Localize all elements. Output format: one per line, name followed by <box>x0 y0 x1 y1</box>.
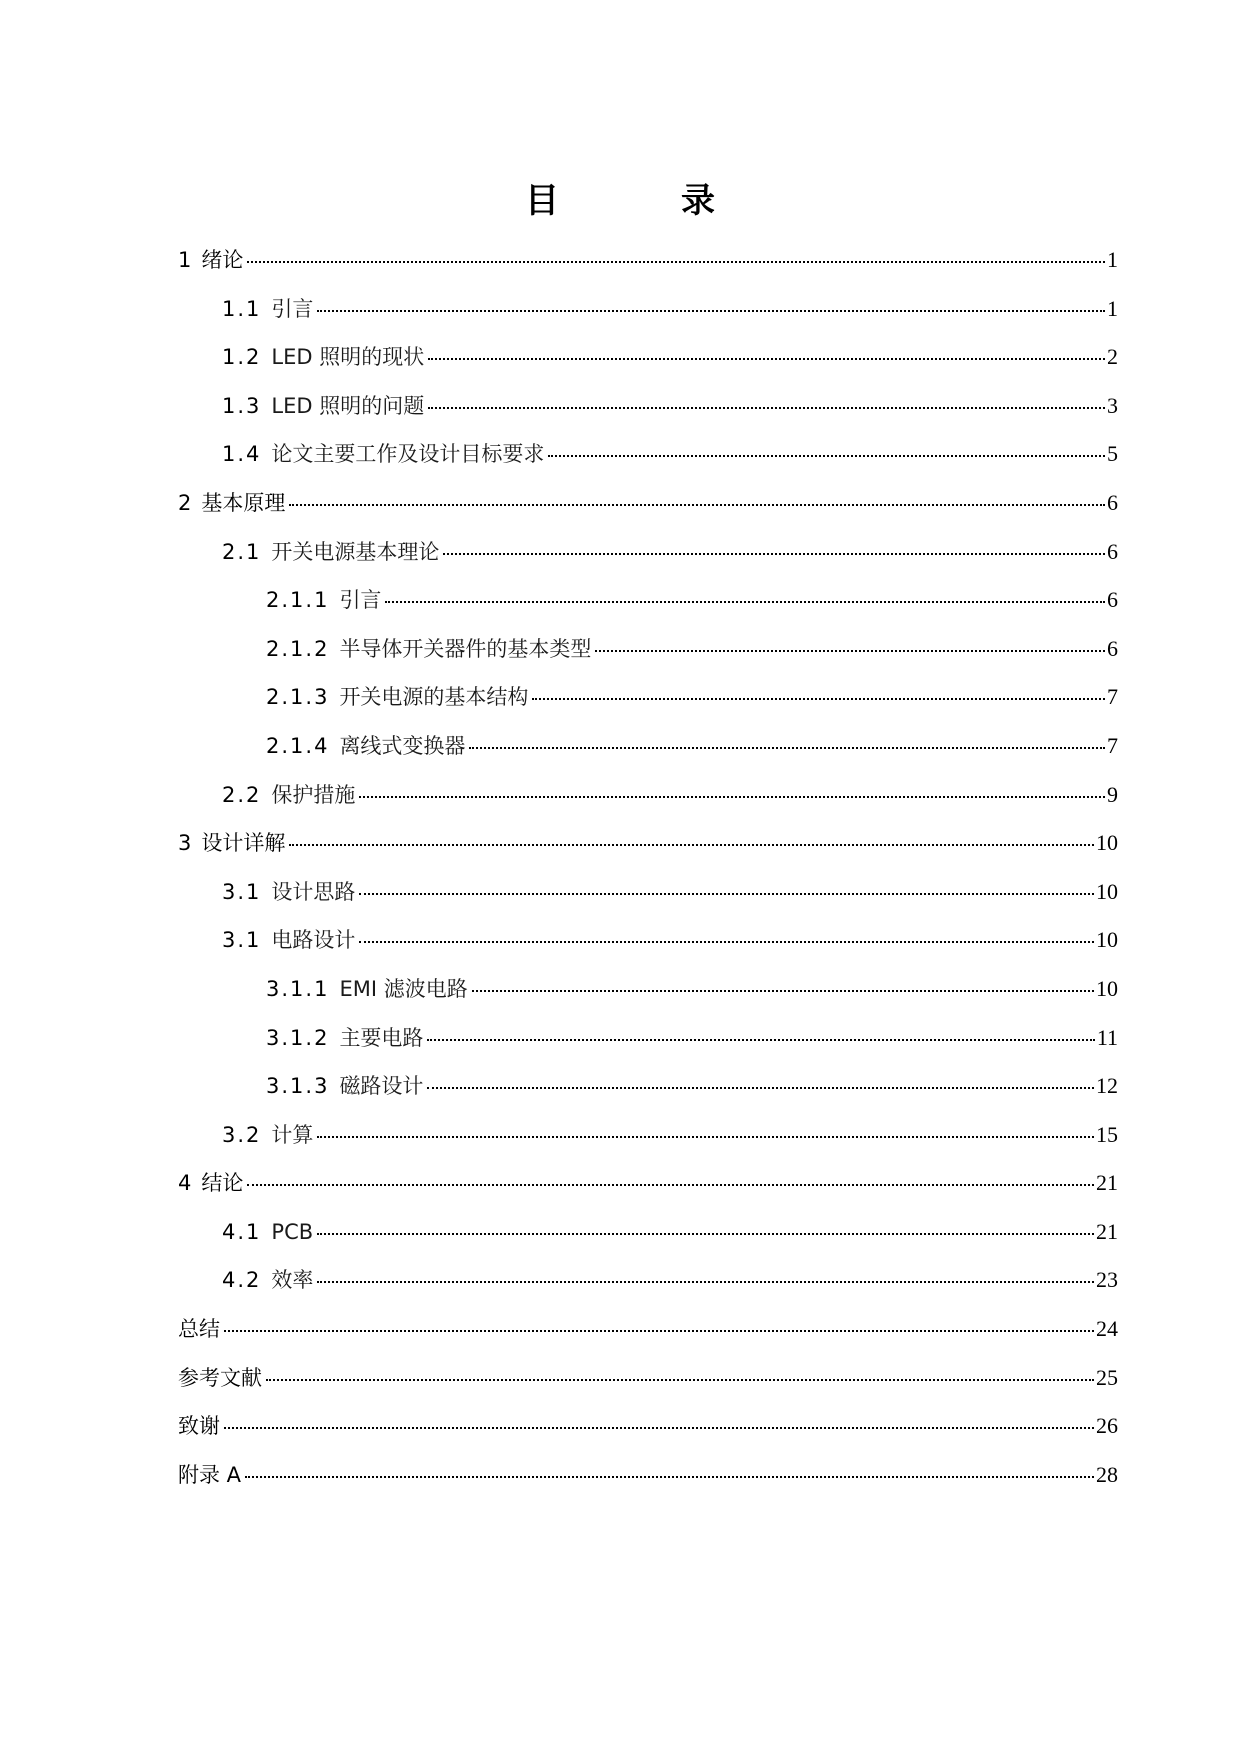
toc-entry[interactable] <box>178 771 1118 820</box>
toc-entry[interactable] <box>178 1159 1118 1208</box>
toc-entry[interactable] <box>178 1451 1118 1500</box>
toc-entry-number: 4 <box>178 1171 192 1196</box>
toc-entry-number: 1.4 <box>222 442 262 467</box>
toc-entry-page-number: 26 <box>1096 1413 1118 1439</box>
toc-entry-page-number: 25 <box>1096 1364 1118 1390</box>
toc-entry-number: 1.2 <box>222 345 262 370</box>
dot-leader <box>317 1232 1094 1235</box>
toc-entry-page-number: 10 <box>1096 830 1118 856</box>
toc-entry-label: 绪论 <box>201 248 244 272</box>
toc-entry-label: 参考文献 <box>178 1365 262 1390</box>
toc-entry[interactable] <box>178 576 1118 625</box>
toc-title-char-2: 录 <box>681 181 715 221</box>
toc-entry-label: 开关电源基本理论 <box>271 539 440 564</box>
toc-entry-page-number: 7 <box>1107 684 1118 710</box>
dot-leader <box>224 1426 1094 1429</box>
toc-entry-page-number: 5 <box>1107 441 1118 467</box>
dot-leader <box>385 600 1105 603</box>
dot-leader <box>317 309 1105 312</box>
toc-entry-label: 开关电源的基本结构 <box>339 685 529 710</box>
toc-entry[interactable] <box>178 1111 1118 1160</box>
toc-entry-number: 3.2 <box>222 1122 262 1147</box>
dot-leader <box>317 1280 1094 1283</box>
toc-entry-label: 设计详解 <box>201 831 286 856</box>
toc-entry-page-number: 1 <box>1107 295 1118 321</box>
toc-entry-label: 离线式变换器 <box>339 733 466 758</box>
dot-leader <box>289 503 1105 506</box>
toc-entry-label: 效率 <box>271 1268 314 1293</box>
toc-entry-page-number: 9 <box>1107 781 1118 807</box>
toc-entry[interactable] <box>178 236 1118 285</box>
toc-entry-label: 保护措施 <box>271 782 356 807</box>
toc-entry[interactable] <box>178 430 1118 479</box>
toc-entry-page-number: 21 <box>1096 1218 1118 1244</box>
toc-entry-label: 致谢 <box>178 1414 220 1439</box>
toc-entry-page-number: 21 <box>1096 1170 1118 1196</box>
toc-entry[interactable] <box>178 819 1118 868</box>
toc-entry[interactable] <box>178 1062 1118 1111</box>
toc-entry-page-number: 10 <box>1096 927 1118 953</box>
toc-entry-label: 引言 <box>271 296 314 321</box>
dot-leader <box>245 1475 1094 1478</box>
toc-entry[interactable] <box>178 382 1118 431</box>
toc-entry-label: 总结 <box>178 1317 220 1342</box>
toc-entry-label: 结论 <box>201 1171 244 1196</box>
toc-entry[interactable] <box>178 916 1118 965</box>
toc-entry-label: EMI 滤波电路 <box>339 976 468 1001</box>
toc-entry-page-number: 7 <box>1107 732 1118 758</box>
dot-leader <box>469 746 1105 749</box>
toc-entry-page-number: 3 <box>1107 392 1118 418</box>
toc-entry-label: 电路设计 <box>271 928 356 953</box>
dot-leader <box>443 552 1105 555</box>
toc-entry-page-number: 1 <box>1107 247 1118 272</box>
toc-entry-page-number: 6 <box>1107 635 1118 661</box>
toc-title-char-1: 目 <box>525 181 559 221</box>
toc-entry-label: 磁路设计 <box>339 1074 424 1099</box>
toc-entry-label: PCB <box>271 1219 314 1244</box>
toc-entry-number: 3.1 <box>222 879 262 904</box>
dot-leader <box>359 940 1094 943</box>
toc-entry-number: 3.1.3 <box>266 1074 330 1099</box>
toc-entry-page-number: 6 <box>1107 489 1118 515</box>
toc-entry-number: 2.1.2 <box>266 636 330 661</box>
toc-entry-page-number: 11 <box>1096 1024 1118 1050</box>
dot-leader <box>359 892 1094 895</box>
toc-entry[interactable] <box>178 625 1118 674</box>
toc-entry-number: 3.1 <box>222 928 262 953</box>
toc-entry[interactable] <box>178 285 1118 334</box>
toc-entry-number: 2.1.4 <box>266 733 330 758</box>
toc-entry-page-number: 15 <box>1096 1121 1118 1147</box>
toc-entry-page-number: 6 <box>1107 538 1118 564</box>
toc-entry-page-number: 10 <box>1096 975 1118 1001</box>
dot-leader <box>289 843 1094 846</box>
toc-entry[interactable] <box>178 868 1118 917</box>
toc-entry-page-number: 24 <box>1096 1316 1118 1342</box>
toc-entry[interactable] <box>178 1305 1118 1354</box>
toc-entry-number: 2.1 <box>222 539 262 564</box>
dot-leader <box>224 1329 1094 1332</box>
toc-entry-label: 半导体开关器件的基本类型 <box>339 636 592 661</box>
dot-leader <box>247 260 1105 263</box>
toc-title <box>0 176 1240 226</box>
toc-entry-number: 3.1.2 <box>266 1025 330 1050</box>
toc-entry-number: 1 <box>178 248 192 272</box>
dot-leader <box>266 1378 1094 1381</box>
dot-leader <box>427 1038 1094 1041</box>
toc-entry[interactable] <box>178 528 1118 577</box>
toc-entry-number: 2.2 <box>222 782 262 807</box>
toc-entry-label: 引言 <box>339 588 382 613</box>
toc-entry-label: 计算 <box>271 1122 314 1147</box>
toc-entry[interactable] <box>178 1402 1118 1451</box>
toc-entry[interactable] <box>178 1354 1118 1403</box>
toc-entry-label: 基本原理 <box>201 490 286 515</box>
dot-leader <box>247 1183 1094 1186</box>
dot-leader <box>317 1135 1094 1138</box>
toc-entry-number: 2.1.1 <box>266 588 330 613</box>
toc-entry-number: 1.1 <box>222 296 262 321</box>
dot-leader <box>548 454 1105 457</box>
toc-entry-page-number: 12 <box>1096 1073 1118 1099</box>
toc-entry[interactable] <box>178 1014 1118 1063</box>
toc-entry-number: 1.3 <box>222 393 262 418</box>
toc-entry-page-number: 6 <box>1107 587 1118 613</box>
toc-entry-label: LED 照明的现状 <box>271 345 425 370</box>
toc-entry-label: 论文主要工作及设计目标要求 <box>271 442 545 467</box>
toc-entry-page-number: 23 <box>1096 1267 1118 1293</box>
toc-entry-number: 2.1.3 <box>266 685 330 710</box>
dot-leader <box>427 1086 1094 1089</box>
toc-entry-number: 2 <box>178 490 192 515</box>
dot-leader <box>428 406 1105 409</box>
dot-leader <box>595 649 1105 652</box>
toc-entry[interactable] <box>178 1208 1118 1257</box>
table-of-contents <box>178 236 1118 1499</box>
toc-entry-label: 主要电路 <box>339 1025 424 1050</box>
toc-entry-number: 3.1.1 <box>266 976 330 1001</box>
toc-entry-number: 4.1 <box>222 1219 262 1244</box>
dot-leader <box>359 795 1105 798</box>
toc-entry-page-number: 2 <box>1107 344 1118 370</box>
toc-entry-number: 3 <box>178 831 192 856</box>
toc-entry[interactable] <box>178 333 1118 382</box>
toc-entry-page-number: 10 <box>1096 878 1118 904</box>
toc-entry-label: 设计思路 <box>271 879 356 904</box>
toc-entry-label: 附录 A <box>178 1462 242 1487</box>
dot-leader <box>532 697 1105 700</box>
toc-entry[interactable] <box>178 965 1118 1014</box>
dot-leader <box>428 357 1105 360</box>
toc-entry[interactable] <box>178 479 1118 528</box>
dot-leader <box>472 989 1094 992</box>
toc-entry-label: LED 照明的问题 <box>271 393 425 418</box>
toc-entry-number: 4.2 <box>222 1268 262 1293</box>
toc-entry[interactable] <box>178 673 1118 722</box>
toc-entry-page-number: 28 <box>1096 1461 1118 1487</box>
toc-entry[interactable] <box>178 1256 1118 1305</box>
toc-entry[interactable] <box>178 722 1118 771</box>
